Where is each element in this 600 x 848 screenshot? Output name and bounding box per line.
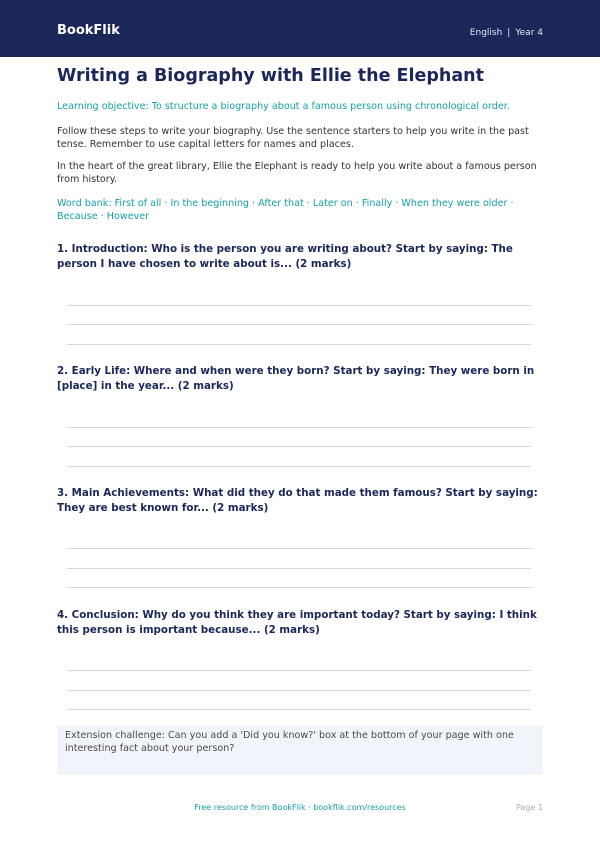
answer-line[interactable] <box>67 548 531 549</box>
learning-objective: Learning objective: To structure a biography about a famous person using chronological order. <box>57 101 510 112</box>
subject-label: English <box>469 28 503 38</box>
answer-line[interactable] <box>67 344 531 345</box>
instructions-text: Follow these steps to write your biography. Use the sentence starters to help you write in the past tense. Remember to use capital letters for names and places. <box>57 126 529 150</box>
answer-line[interactable] <box>67 568 531 569</box>
answer-line[interactable] <box>67 446 531 447</box>
answer-line[interactable] <box>67 670 531 671</box>
year-label: Year 4 <box>515 28 543 38</box>
footer-link[interactable]: Free resource from BookFlik · bookflik.com/resources <box>194 803 406 812</box>
answer-line[interactable] <box>67 690 531 691</box>
answer-line[interactable] <box>67 324 531 325</box>
subject-year-label <box>470 28 543 38</box>
word-bank: Word bank: First of all · In the beginning · After that · Later on · Finally · When they were older · Because · However <box>57 198 514 222</box>
page-header <box>0 0 600 57</box>
question-2: 2. Early Life: Where and when were they born? Start by saying: They were born in [place] in the year... (2 marks) <box>57 365 535 392</box>
meta-separator: | <box>507 28 511 38</box>
answer-line[interactable] <box>67 427 531 428</box>
question-3: 3. Main Achievements: What did they do that made them famous? Start by saying: They are best known for... (2 marks) <box>57 487 538 514</box>
answer-line[interactable] <box>67 709 531 710</box>
worksheet-title: Writing a Biography with Ellie the Elephant <box>57 66 484 86</box>
question-1: 1. Introduction: Who is the person you are writing about? Start by saying: The person I have chosen to write about is... (2 marks) <box>57 243 513 270</box>
brand-logo-text: BookFlik <box>57 23 120 38</box>
answer-line[interactable] <box>67 466 531 467</box>
extension-challenge-box: Extension challenge: Can you add a 'Did you know?' box at the bottom of your page with one interesting fact about your person? <box>57 726 543 775</box>
answer-line[interactable] <box>67 587 531 588</box>
intro-text: In the heart of the great library, Ellie the Elephant is ready to help you write about a famous person from history. <box>57 161 537 185</box>
question-4: 4. Conclusion: Why do you think they are important today? Start by saying: I think this person is important because... (2 marks) <box>57 609 537 636</box>
answer-line[interactable] <box>67 305 531 306</box>
page-number: Page 1 <box>516 803 543 812</box>
